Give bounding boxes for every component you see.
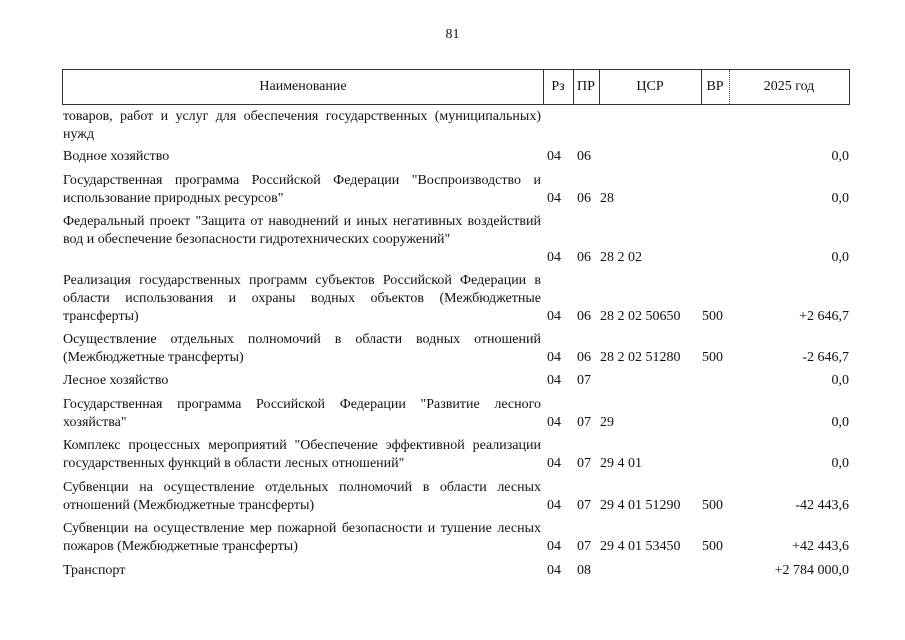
row-pr: 06 <box>577 350 591 365</box>
table-header <box>62 69 850 105</box>
header-rz: Рз <box>551 79 565 94</box>
table-row <box>0 213 905 267</box>
page-number: 81 <box>445 27 460 42</box>
row-pr: 07 <box>577 498 591 513</box>
row-rz: 04 <box>547 250 561 265</box>
table-row <box>0 148 905 166</box>
row-pr: 07 <box>577 373 591 388</box>
row-vr: 500 <box>702 350 723 365</box>
row-amount: +2 784 000,0 <box>774 563 849 578</box>
table-row <box>0 437 905 473</box>
row-pr: 06 <box>577 149 591 164</box>
row-csr: 28 2 02 50650 <box>600 309 681 324</box>
header-pr: ПР <box>577 79 595 94</box>
row-amount: 0,0 <box>831 191 849 206</box>
row-rz: 04 <box>547 309 561 324</box>
row-amount: -2 646,7 <box>802 350 849 365</box>
row-name: товаров, работ и услуг для обеспечения государственных (муниципальных) нужд <box>63 109 541 142</box>
row-pr: 06 <box>577 309 591 324</box>
row-csr: 28 2 02 51280 <box>600 350 681 365</box>
row-rz: 04 <box>547 539 561 554</box>
row-rz: 04 <box>547 498 561 513</box>
row-csr: 29 4 01 53450 <box>600 539 681 554</box>
row-name: Реализация государственных программ субъектов Российской Федерации в области использования и охраны водных объектов (Межбюджетные трансферты) <box>63 273 541 324</box>
row-name: Федеральный проект "Защита от наводнений и иных негативных воздействий вод и обеспечение безопасности гидротехнических сооружений" <box>63 214 541 247</box>
row-name: Водное хозяйство <box>63 149 170 164</box>
row-rz: 04 <box>547 191 561 206</box>
row-pr: 08 <box>577 563 591 578</box>
table-row <box>0 372 905 390</box>
row-name: Комплекс процессных мероприятий "Обеспечение эффективной реализации государственных функций в области лесных отношений" <box>63 438 541 471</box>
row-pr: 06 <box>577 191 591 206</box>
table-row <box>0 172 905 208</box>
row-pr: 07 <box>577 415 591 430</box>
table-row <box>0 562 905 580</box>
row-name: Государственная программа Российской Федерации "Воспроизводство и использование природных ресурсов" <box>63 173 541 206</box>
row-csr: 29 4 01 51290 <box>600 498 681 513</box>
row-amount: -42 443,6 <box>795 498 849 513</box>
row-amount: 0,0 <box>831 456 849 471</box>
row-amount: 0,0 <box>831 415 849 430</box>
table-row <box>0 396 905 432</box>
row-vr: 500 <box>702 539 723 554</box>
row-csr: 28 <box>600 191 614 206</box>
row-vr: 500 <box>702 498 723 513</box>
row-name: Лесное хозяйство <box>63 373 169 388</box>
row-csr: 28 2 02 <box>600 250 642 265</box>
row-name: Субвенции на осуществление отдельных полномочий в области лесных отношений (Межбюджетные трансферты) <box>63 480 541 513</box>
row-name: Осуществление отдельных полномочий в области водных отношений (Межбюджетные трансферты) <box>63 332 541 365</box>
header-vr: ВР <box>706 79 724 94</box>
row-rz: 04 <box>547 456 561 471</box>
row-pr: 07 <box>577 456 591 471</box>
row-rz: 04 <box>547 563 561 578</box>
row-csr: 29 <box>600 415 614 430</box>
row-rz: 04 <box>547 350 561 365</box>
row-amount: +2 646,7 <box>799 309 849 324</box>
row-rz: 04 <box>547 415 561 430</box>
header-name: Наименование <box>259 79 347 94</box>
table-row <box>0 108 905 144</box>
row-name: Транспорт <box>63 563 126 578</box>
table-row <box>0 331 905 367</box>
row-amount: 0,0 <box>831 373 849 388</box>
row-amount: 0,0 <box>831 149 849 164</box>
row-csr: 29 4 01 <box>600 456 642 471</box>
row-amount: +42 443,6 <box>792 539 849 554</box>
table-row <box>0 272 905 326</box>
header-csr: ЦСР <box>636 79 664 94</box>
row-pr: 06 <box>577 250 591 265</box>
row-rz: 04 <box>547 373 561 388</box>
row-name: Субвенции на осуществление мер пожарной безопасности и тушение лесных пожаров (Межбюджетные трансферты) <box>63 521 541 554</box>
row-rz: 04 <box>547 149 561 164</box>
row-amount: 0,0 <box>831 250 849 265</box>
row-name: Государственная программа Российской Федерации "Развитие лесного хозяйства" <box>63 397 541 430</box>
row-vr: 500 <box>702 309 723 324</box>
table-row <box>0 479 905 515</box>
header-year: 2025 год <box>763 79 815 94</box>
row-pr: 07 <box>577 539 591 554</box>
table-row <box>0 520 905 556</box>
